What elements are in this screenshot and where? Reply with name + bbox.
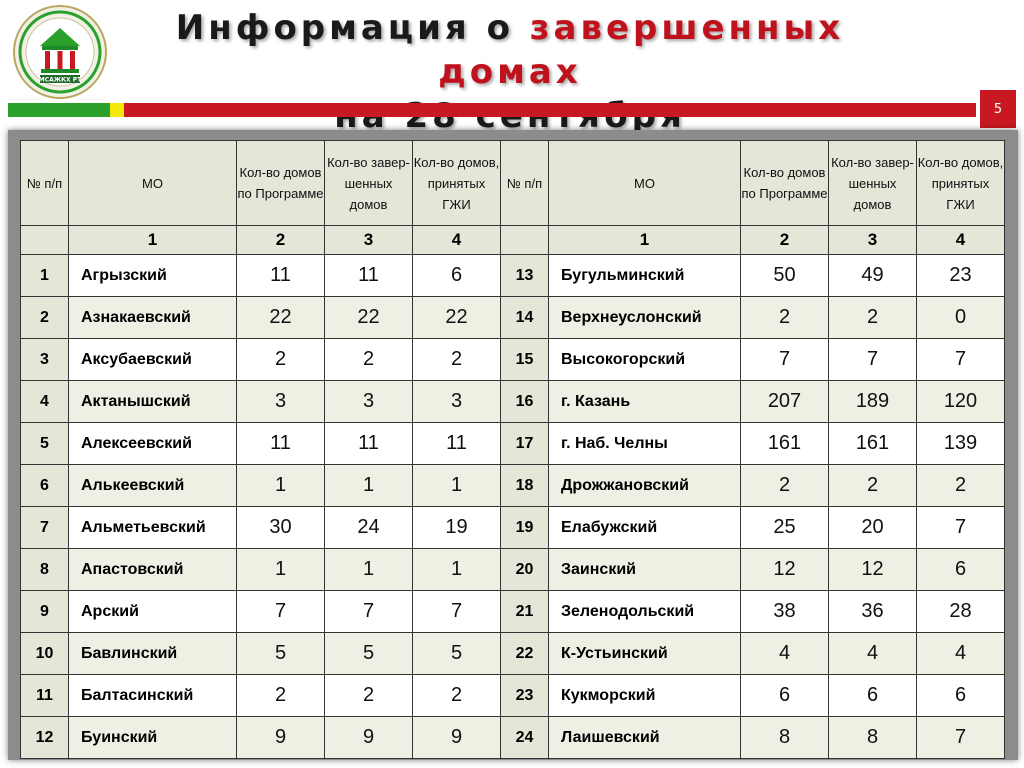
completed-count: 36 — [829, 591, 917, 633]
program-count: 3 — [237, 381, 325, 423]
municipality-name: Высокогорский — [549, 339, 741, 381]
municipality-name: К-Устьинский — [549, 633, 741, 675]
header-mo: МО — [549, 141, 741, 226]
accepted-count: 6 — [917, 549, 1005, 591]
accepted-count: 139 — [917, 423, 1005, 465]
header-accepted: Кол-во домов, принятых ГЖИ — [413, 141, 501, 226]
accepted-count: 22 — [413, 297, 501, 339]
accepted-count: 5 — [413, 633, 501, 675]
municipality-name: Бавлинский — [69, 633, 237, 675]
accepted-count: 7 — [917, 339, 1005, 381]
program-count: 38 — [741, 591, 829, 633]
municipality-name: Апастовский — [69, 549, 237, 591]
municipality-name: Дрожжановский — [549, 465, 741, 507]
accepted-count: 19 — [413, 507, 501, 549]
program-count: 11 — [237, 423, 325, 465]
column-number: 1 — [69, 226, 237, 255]
municipality-name: Балтасинский — [69, 675, 237, 717]
table-row — [21, 633, 1005, 675]
completed-count: 1 — [325, 549, 413, 591]
table-body — [21, 255, 1005, 759]
completed-count: 12 — [829, 549, 917, 591]
program-count: 8 — [741, 717, 829, 759]
program-count: 5 — [237, 633, 325, 675]
municipality-name: Заинский — [549, 549, 741, 591]
municipality-name: Буинский — [69, 717, 237, 759]
header-completed: Кол-во завер-шенных домов — [325, 141, 413, 226]
municipality-name: Арский — [69, 591, 237, 633]
accepted-count: 4 — [917, 633, 1005, 675]
row-number: 5 — [21, 423, 69, 465]
stripe-red — [124, 103, 976, 117]
row-number: 7 — [21, 507, 69, 549]
header-num: № п/п — [501, 141, 549, 226]
completed-count: 20 — [829, 507, 917, 549]
municipality-name: Алексеевский — [69, 423, 237, 465]
row-number: 17 — [501, 423, 549, 465]
municipality-name: г. Наб. Челны — [549, 423, 741, 465]
completed-count: 2 — [325, 339, 413, 381]
completed-count: 2 — [829, 465, 917, 507]
row-number: 12 — [21, 717, 69, 759]
program-count: 30 — [237, 507, 325, 549]
program-count: 2 — [237, 339, 325, 381]
completed-count: 5 — [325, 633, 413, 675]
program-count: 6 — [741, 675, 829, 717]
accepted-count: 3 — [413, 381, 501, 423]
row-number: 13 — [501, 255, 549, 297]
program-count: 11 — [237, 255, 325, 297]
row-number: 11 — [21, 675, 69, 717]
municipality-name: Азнакаевский — [69, 297, 237, 339]
title-accent: завершенных домах — [438, 8, 845, 92]
program-count: 2 — [741, 465, 829, 507]
municipality-name: Аксубаевский — [69, 339, 237, 381]
table-row — [21, 297, 1005, 339]
page-number: 5 — [980, 90, 1016, 128]
municipality-name: Елабужский — [549, 507, 741, 549]
table-row — [21, 591, 1005, 633]
municipality-name: Алькеевский — [69, 465, 237, 507]
row-number: 8 — [21, 549, 69, 591]
accepted-count: 2 — [917, 465, 1005, 507]
completed-count: 189 — [829, 381, 917, 423]
completed-count: 22 — [325, 297, 413, 339]
row-number: 14 — [501, 297, 549, 339]
stripe-green — [8, 103, 110, 117]
program-count: 207 — [741, 381, 829, 423]
table-row — [21, 717, 1005, 759]
accepted-count: 120 — [917, 381, 1005, 423]
program-count: 25 — [741, 507, 829, 549]
table-row — [21, 507, 1005, 549]
program-count: 22 — [237, 297, 325, 339]
row-number: 18 — [501, 465, 549, 507]
stripe-yellow — [110, 103, 124, 117]
accepted-count: 1 — [413, 549, 501, 591]
completed-count: 6 — [829, 675, 917, 717]
program-count: 50 — [741, 255, 829, 297]
completed-count: 4 — [829, 633, 917, 675]
column-number: 3 — [325, 226, 413, 255]
completed-count: 8 — [829, 717, 917, 759]
accepted-count: 7 — [917, 507, 1005, 549]
accepted-count: 0 — [917, 297, 1005, 339]
row-number: 1 — [21, 255, 69, 297]
column-number: 2 — [741, 226, 829, 255]
accepted-count: 6 — [413, 255, 501, 297]
row-number: 20 — [501, 549, 549, 591]
program-count: 2 — [237, 675, 325, 717]
municipality-name: Альметьевский — [69, 507, 237, 549]
page-title — [130, 6, 890, 138]
houses-table — [20, 140, 1005, 759]
municipality-name: Зеленодольский — [549, 591, 741, 633]
ministry-logo — [10, 4, 110, 100]
table-row — [21, 675, 1005, 717]
accepted-count: 6 — [917, 675, 1005, 717]
program-count: 7 — [741, 339, 829, 381]
row-number: 23 — [501, 675, 549, 717]
row-number: 10 — [21, 633, 69, 675]
row-number: 3 — [21, 339, 69, 381]
completed-count: 7 — [325, 591, 413, 633]
municipality-name: Актанышский — [69, 381, 237, 423]
header-accepted: Кол-во домов, принятых ГЖИ — [917, 141, 1005, 226]
row-number: 22 — [501, 633, 549, 675]
municipality-name: Верхнеуслонский — [549, 297, 741, 339]
completed-count: 11 — [325, 423, 413, 465]
completed-count: 3 — [325, 381, 413, 423]
header-mo: МО — [69, 141, 237, 226]
header-program: Кол-во домов по Программе — [237, 141, 325, 226]
program-count: 1 — [237, 465, 325, 507]
column-number: 4 — [413, 226, 501, 255]
table-row — [21, 255, 1005, 297]
row-number: 4 — [21, 381, 69, 423]
accepted-count: 7 — [917, 717, 1005, 759]
municipality-name: Бугульминский — [549, 255, 741, 297]
table-row — [21, 339, 1005, 381]
row-number: 15 — [501, 339, 549, 381]
program-count: 2 — [741, 297, 829, 339]
column-number: 1 — [549, 226, 741, 255]
accepted-count: 23 — [917, 255, 1005, 297]
accepted-count: 28 — [917, 591, 1005, 633]
row-number: 2 — [21, 297, 69, 339]
program-count: 12 — [741, 549, 829, 591]
column-number: 2 — [237, 226, 325, 255]
header-completed: Кол-во завер-шенных домов — [829, 141, 917, 226]
completed-count: 2 — [829, 297, 917, 339]
column-number-blank — [21, 226, 69, 255]
row-number: 9 — [21, 591, 69, 633]
table-row — [21, 465, 1005, 507]
municipality-name: Агрызский — [69, 255, 237, 297]
program-count: 4 — [741, 633, 829, 675]
accepted-count: 2 — [413, 339, 501, 381]
accepted-count: 11 — [413, 423, 501, 465]
program-count: 7 — [237, 591, 325, 633]
header-program: Кол-во домов по Программе — [741, 141, 829, 226]
accepted-count: 9 — [413, 717, 501, 759]
program-count: 9 — [237, 717, 325, 759]
row-number: 24 — [501, 717, 549, 759]
row-number: 19 — [501, 507, 549, 549]
column-number-blank — [501, 226, 549, 255]
svg-text:МСАЖКХ РТ: МСАЖКХ РТ — [38, 76, 82, 84]
row-number: 6 — [21, 465, 69, 507]
completed-count: 1 — [325, 465, 413, 507]
municipality-name: Кукморский — [549, 675, 741, 717]
row-number: 21 — [501, 591, 549, 633]
municipality-name: г. Казань — [549, 381, 741, 423]
completed-count: 9 — [325, 717, 413, 759]
column-number: 3 — [829, 226, 917, 255]
completed-count: 11 — [325, 255, 413, 297]
completed-count: 49 — [829, 255, 917, 297]
table-row — [21, 423, 1005, 465]
completed-count: 24 — [325, 507, 413, 549]
title-part1: Информация о — [175, 8, 530, 48]
accepted-count: 2 — [413, 675, 501, 717]
accepted-count: 7 — [413, 591, 501, 633]
municipality-name: Лаишевский — [549, 717, 741, 759]
table-row — [21, 381, 1005, 423]
completed-count: 7 — [829, 339, 917, 381]
completed-count: 2 — [325, 675, 413, 717]
row-number: 16 — [501, 381, 549, 423]
column-number: 4 — [917, 226, 1005, 255]
table-row — [21, 549, 1005, 591]
accepted-count: 1 — [413, 465, 501, 507]
header-num: № п/п — [21, 141, 69, 226]
program-count: 1 — [237, 549, 325, 591]
program-count: 161 — [741, 423, 829, 465]
completed-count: 161 — [829, 423, 917, 465]
